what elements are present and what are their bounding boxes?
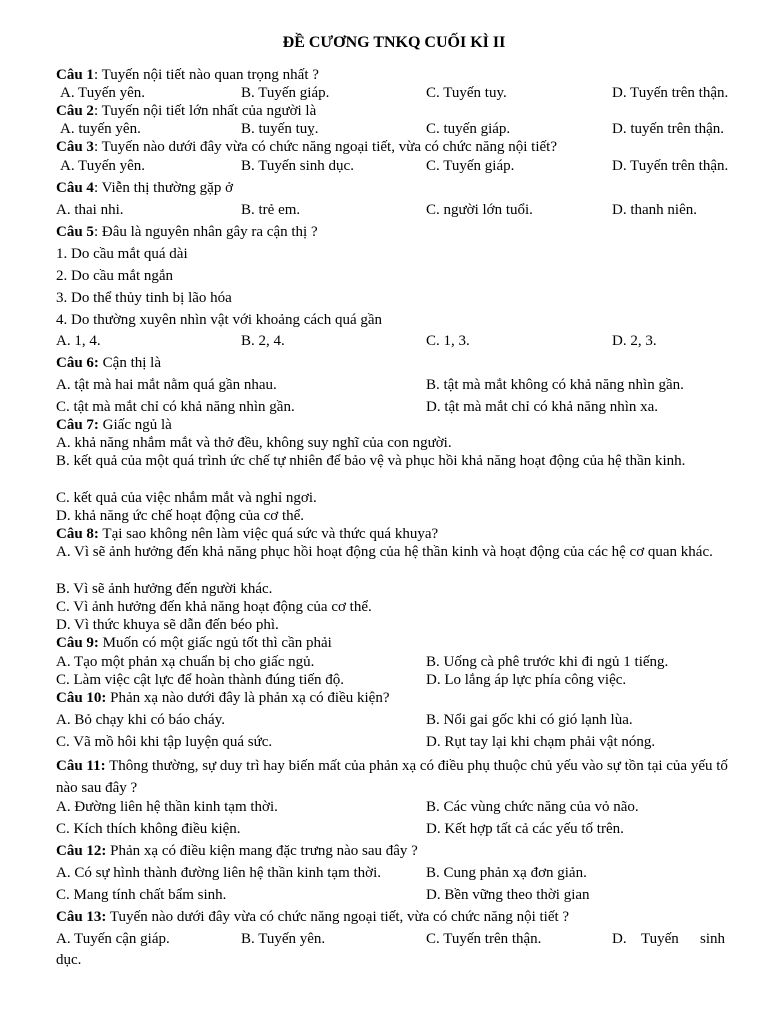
option-b: B. Tuyến yên.: [241, 931, 326, 947]
question-text: : Tuyến nào dưới đây vừa có chức năng ngoại tiết, vừa có chức năng nội tiết?: [93, 139, 557, 155]
option-b: B. trẻ em.: [241, 202, 301, 218]
option-a: A. Vì sẽ ảnh hưởng đến khả năng phục hồi hoạt động của hệ thần kinh và hoạt động của các hệ cơ quan khác.: [56, 544, 713, 560]
option-a: A. Tạo một phản xạ chuẩn bị cho giấc ngủ.: [56, 654, 315, 670]
option-b: B. tật mà mắt không có khả năng nhìn gần.: [426, 377, 684, 393]
question-text: Phản xạ có điều kiện mang đặc trưng nào sau đây ?: [106, 843, 418, 859]
question-6: [56, 354, 746, 372]
option-d: D. Vì thức khuya sẽ dẫn đến béo phì.: [56, 617, 279, 633]
question-text: : Viễn thị thường gặp ở: [93, 180, 233, 196]
option-c: C. Vã mồ hôi khi tập luyện quá sức.: [56, 734, 273, 750]
option-c: C. kết quả của việc nhắm mắt và nghỉ ngơi.: [56, 490, 317, 506]
question-text: Phản xạ nào dưới đây là phản xạ có điều kiện?: [106, 690, 390, 706]
option-b: B. Tuyến sinh dục.: [241, 158, 354, 174]
option-d: D. Tuyến trên thận.: [612, 85, 729, 101]
question-label: Câu 12:: [56, 843, 107, 859]
option-d: D. tuyến trên thận.: [612, 121, 725, 137]
option-b: B. Nổi gai gốc khi có gió lạnh lùa.: [426, 712, 633, 728]
question-label: Câu 3: [56, 139, 94, 155]
option-d-word: dục.: [56, 952, 82, 968]
question-1: [56, 66, 746, 84]
list-item: 4. Do thường xuyên nhìn vật với khoảng cách quá gần: [56, 312, 383, 328]
option-b: B. Tuyến giáp.: [241, 85, 330, 101]
option-d: D.: [612, 931, 627, 947]
question-label: Câu 6:: [56, 355, 99, 371]
question-text: Thông thường, sự duy trì hay biến mất của phản xạ có điều phụ thuộc chủ yếu vào sự tồn tại của yếu tố nào sau đây ?: [56, 758, 728, 796]
list-item: 1. Do cầu mắt quá dài: [56, 246, 188, 262]
document-title: ĐỀ CƯƠNG TNKQ CUỐI KÌ II: [282, 34, 506, 51]
question-2: [56, 102, 746, 120]
option-b: B. 2, 4.: [241, 333, 285, 349]
question-label: Câu 7:: [56, 417, 99, 433]
option-d: D. Tuyến trên thận.: [612, 158, 729, 174]
question-10: [56, 689, 746, 707]
option-c: C. Làm việc cật lực để hoàn thành đúng tiến độ.: [56, 672, 345, 688]
option-a: A. khả năng nhắm mắt và thở đều, không suy nghĩ của con người.: [56, 435, 452, 451]
option-d: D. thanh niên.: [612, 202, 697, 218]
option-b: B. Uống cà phê trước khi đi ngủ 1 tiếng.: [426, 654, 669, 670]
question-label: Câu 13:: [56, 909, 107, 925]
option-a: A. Tuyến yên.: [60, 85, 146, 101]
option-c: C. Tuyến tuy.: [426, 85, 507, 101]
question-8: [56, 525, 746, 543]
question-label: Câu 10:: [56, 690, 107, 706]
option-d: D. Rụt tay lại khi chạm phải vật nóng.: [426, 734, 656, 750]
question-7: [56, 416, 746, 434]
option-c: C. tật mà mắt chỉ có khả năng nhìn gần.: [56, 399, 295, 415]
option-d: D. Bền vững theo thời gian: [426, 887, 590, 903]
question-label: Câu 4: [56, 180, 94, 196]
option-c: C. người lớn tuổi.: [426, 202, 533, 218]
question-text: Muốn có một giấc ngủ tốt thì cần phải: [98, 635, 332, 651]
question-label: Câu 8:: [56, 526, 99, 542]
option-c: C. Vì ảnh hưởng đến khả năng hoạt động của cơ thể.: [56, 599, 372, 615]
question-label: Câu 11:: [56, 758, 106, 774]
question-text: Tại sao không nên làm việc quá sức và thức quá khuya?: [98, 526, 439, 542]
option-c: C. 1, 3.: [426, 333, 470, 349]
question-13: [56, 908, 746, 926]
option-d-word: Tuyến: [641, 931, 679, 947]
option-c: C. Tuyến giáp.: [426, 158, 515, 174]
question-text: : Đâu là nguyên nhân gây ra cận thị ?: [93, 224, 318, 240]
question-9: [56, 634, 746, 652]
question-12: [56, 842, 746, 860]
question-11: [56, 755, 736, 799]
question-text: Giấc ngủ là: [98, 417, 172, 433]
option-a: A. Tuyến yên.: [60, 158, 146, 174]
option-a: A. Đường liên hệ thần kinh tạm thời.: [56, 799, 278, 815]
option-a: A. Có sự hình thành đường liên hệ thần kinh tạm thời.: [56, 865, 382, 881]
option-b: B. Cung phản xạ đơn giản.: [426, 865, 587, 881]
option-d: D. Kết hợp tất cả các yếu tố trên.: [426, 821, 624, 837]
option-b: B. tuyến tuỵ.: [241, 121, 319, 137]
option-a: A. 1, 4.: [56, 333, 101, 349]
option-a: A. tật mà hai mắt nằm quá gần nhau.: [56, 377, 277, 393]
option-d-word: sinh: [700, 931, 726, 947]
option-c: C. Kích thích không điều kiện.: [56, 821, 241, 837]
question-label: Câu 1: [56, 67, 94, 83]
question-text: Tuyến nào dưới đây vừa có chức năng ngoại tiết, vừa có chức năng nội tiết ?: [106, 909, 570, 925]
option-a: A. tuyến yên.: [60, 121, 141, 137]
option-a: A. Bỏ chạy khi có báo cháy.: [56, 712, 225, 728]
list-item: 3. Do thể thủy tinh bị lão hóa: [56, 290, 232, 306]
question-4: [56, 179, 746, 197]
question-3: [56, 138, 746, 156]
option-b: B. kết quả của một quá trình ức chế tự nhiên để bảo vệ và phục hồi khả năng hoạt động của hệ thần kinh.: [56, 453, 686, 469]
question-text: : Tuyến nội tiết nào quan trọng nhất ?: [93, 67, 319, 83]
option-d: D. tật mà mắt chỉ có khả năng nhìn xa.: [426, 399, 659, 415]
option-d: D. Lo lắng áp lực phía công việc.: [426, 672, 627, 688]
question-5: [56, 223, 746, 241]
option-a: A. thai nhi.: [56, 202, 124, 218]
option-b: B. Vì sẽ ảnh hưởng đến người khác.: [56, 581, 273, 597]
option-b: B. Các vùng chức năng của vỏ não.: [426, 799, 639, 815]
option-a: A. Tuyến cận giáp.: [56, 931, 170, 947]
question-text: : Tuyến nội tiết lớn nhất của người là: [93, 103, 317, 119]
option-d: D. 2, 3.: [612, 333, 657, 349]
list-item: 2. Do cầu mắt ngắn: [56, 268, 174, 284]
question-text: Cận thị là: [98, 355, 161, 371]
option-c: C. Tuyến trên thận.: [426, 931, 542, 947]
question-label: Câu 5: [56, 224, 94, 240]
option-c: C. Mang tính chất bẩm sinh.: [56, 887, 227, 903]
question-label: Câu 2: [56, 103, 94, 119]
option-d: D. khả năng ức chế hoạt động của cơ thể.: [56, 508, 305, 524]
option-c: C. tuyến giáp.: [426, 121, 511, 137]
question-label: Câu 9:: [56, 635, 99, 651]
